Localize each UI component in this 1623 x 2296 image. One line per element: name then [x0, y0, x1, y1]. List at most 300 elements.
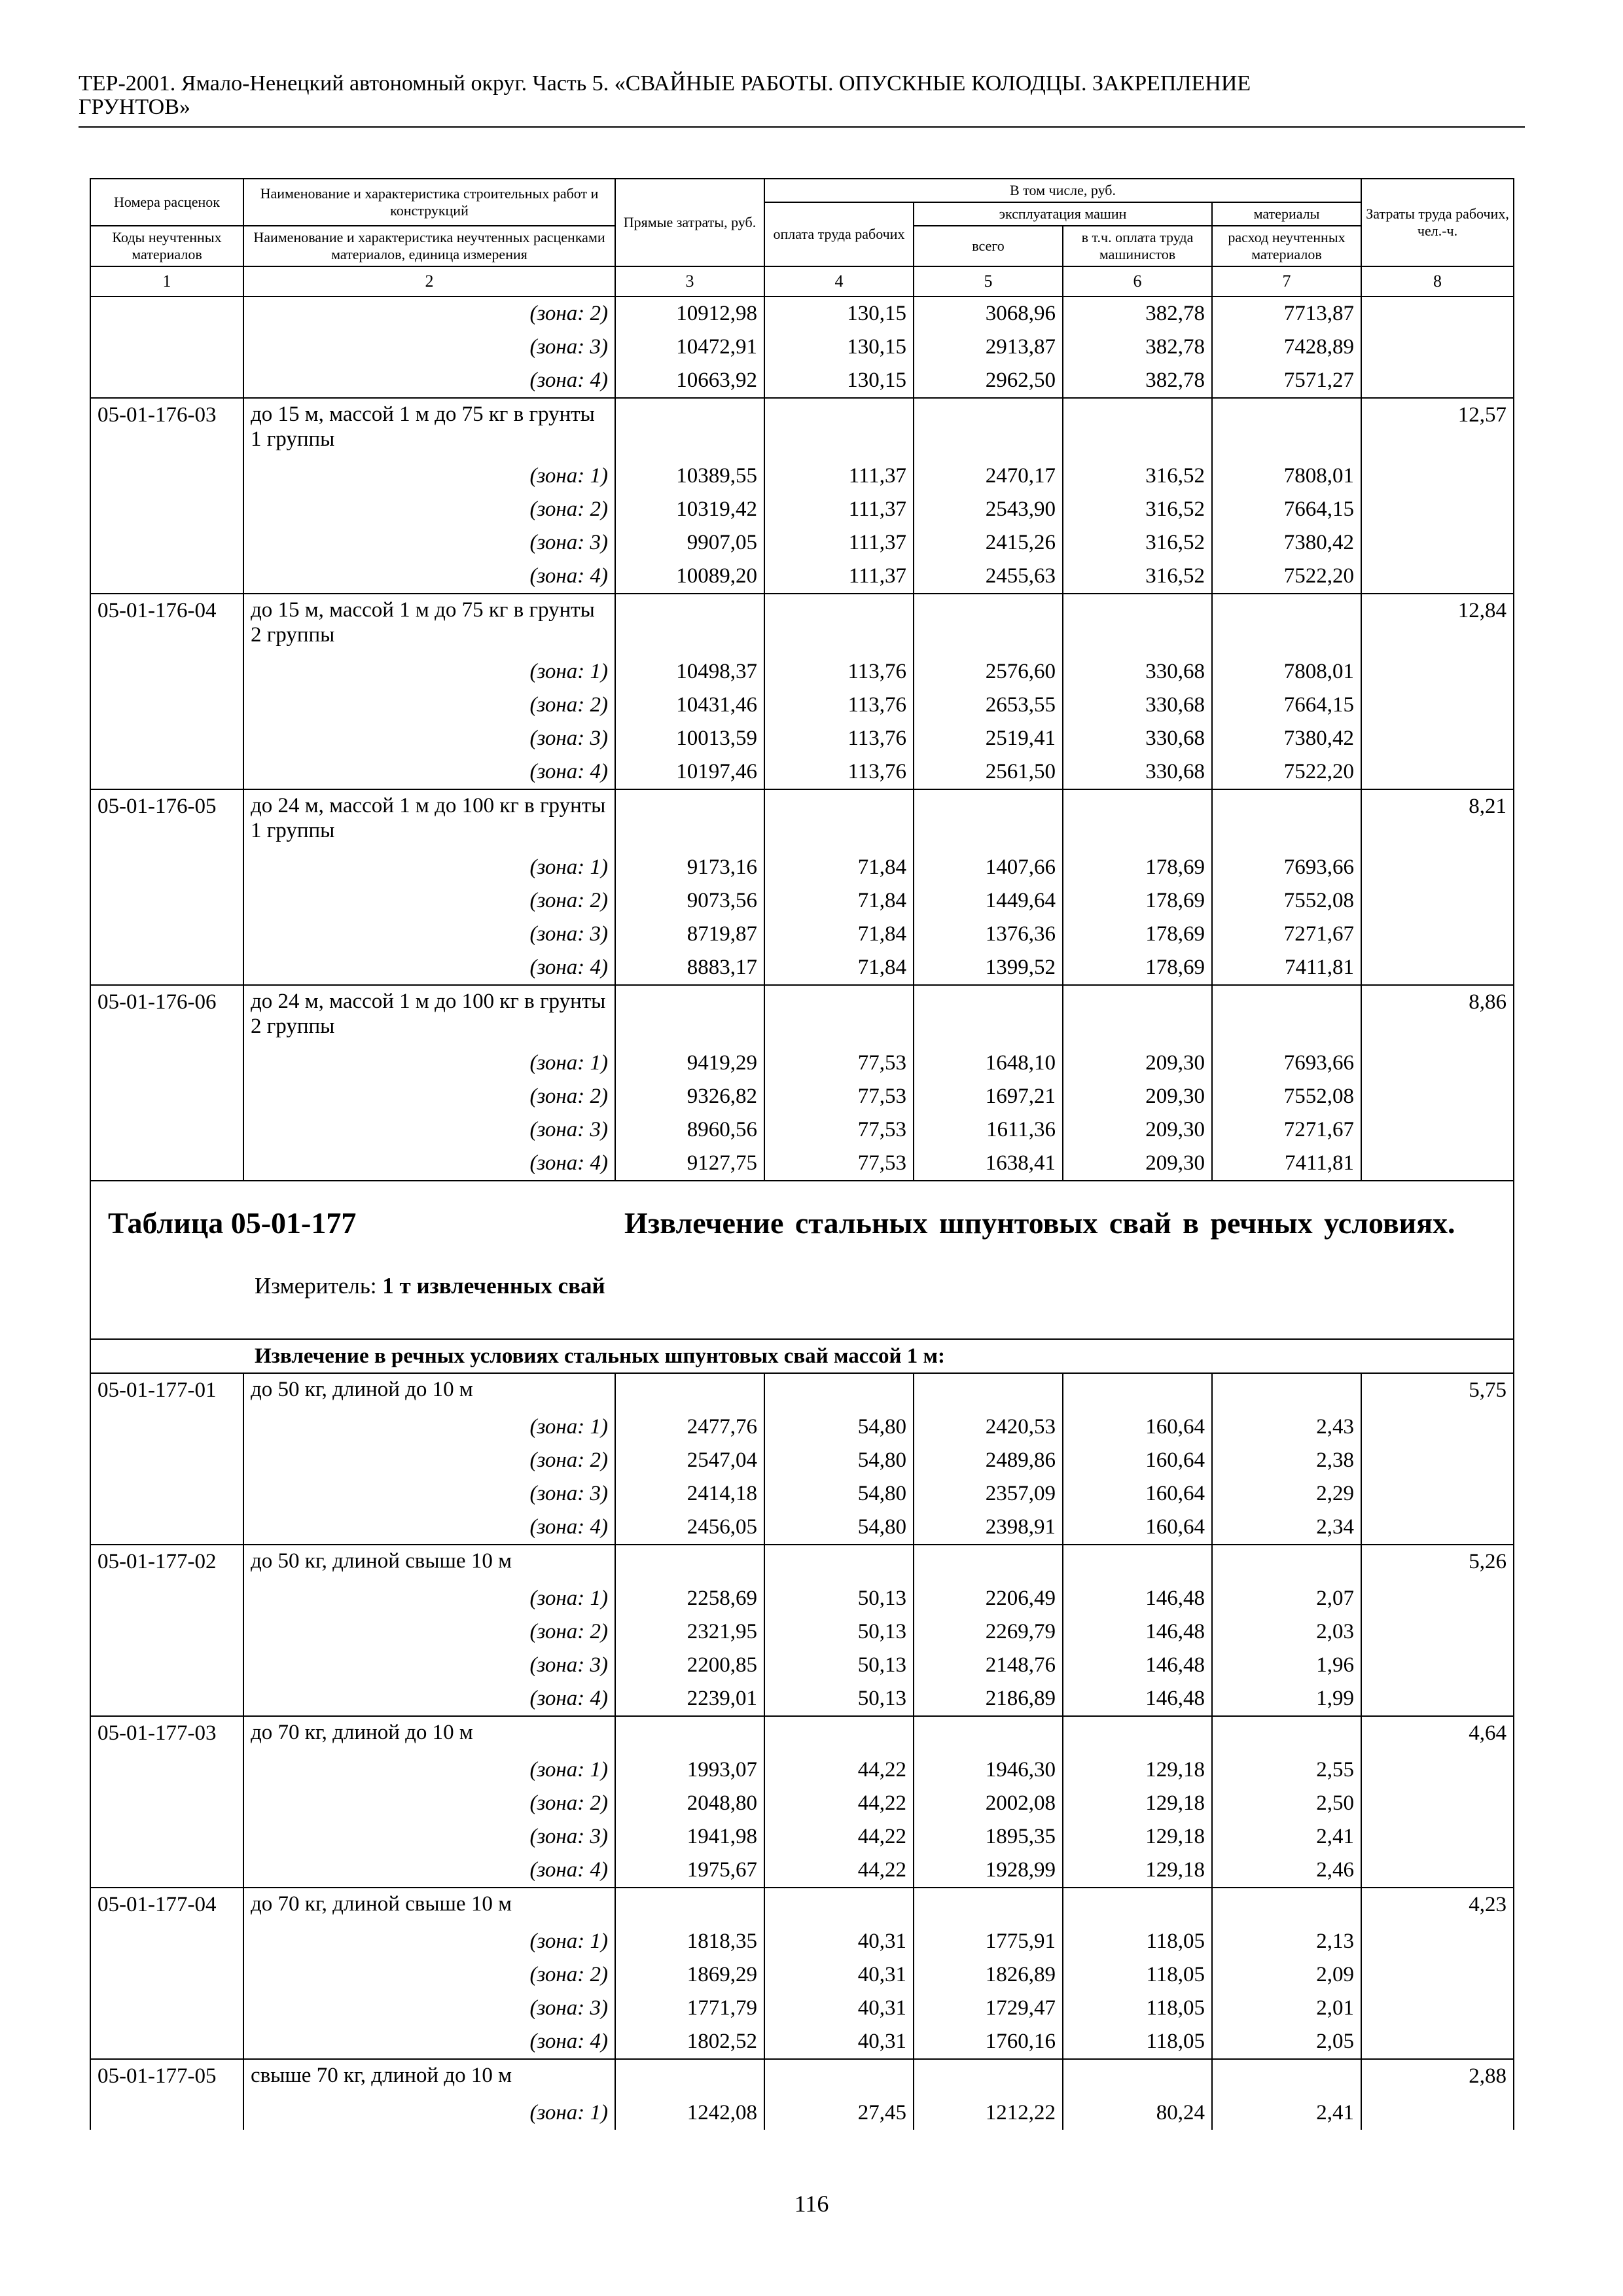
- worker-pay: 130,15: [764, 331, 914, 364]
- worker-pay: 71,84: [764, 851, 914, 884]
- col5-header: всего: [914, 226, 1063, 266]
- empty-cell: [1063, 1373, 1212, 1410]
- col4-header: оплата труда рабочих: [764, 202, 914, 266]
- materials-cost: 7693,66: [1212, 1047, 1361, 1080]
- empty-cell: [1361, 1649, 1514, 1682]
- empty-cell: [914, 398, 1063, 459]
- rate-row: [90, 985, 1514, 1047]
- rate-row: [90, 1888, 1514, 1925]
- unit-label: Измеритель:: [255, 1273, 377, 1299]
- zone-row: [90, 689, 1514, 722]
- zone-label: (зона: 3): [243, 1477, 615, 1511]
- machines-total: 1760,16: [914, 2025, 1063, 2059]
- direct-cost: 1818,35: [615, 1925, 764, 1958]
- labor-cost: 2,88: [1361, 2059, 1514, 2096]
- col1-bottom-header: Коды неучтенных материалов: [90, 226, 243, 266]
- machines-total: 1946,30: [914, 1753, 1063, 1787]
- zone-row: [90, 1682, 1514, 1716]
- worker-pay: 77,53: [764, 1113, 914, 1147]
- machinist-pay: 178,69: [1063, 951, 1212, 985]
- machines-total: 2653,55: [914, 689, 1063, 722]
- machines-total: 2186,89: [914, 1682, 1063, 1716]
- zone-row: [90, 1444, 1514, 1477]
- empty-cell: [615, 398, 764, 459]
- table-id: Таблица 05-01-177: [108, 1206, 357, 1240]
- zone-row: [90, 1958, 1514, 1992]
- zone-label: (зона: 3): [243, 722, 615, 755]
- worker-pay: 50,13: [764, 1682, 914, 1716]
- machinist-pay: 382,78: [1063, 331, 1212, 364]
- zone-row: [90, 851, 1514, 884]
- zone-label: (зона: 1): [243, 851, 615, 884]
- machinist-pay: 330,68: [1063, 722, 1212, 755]
- machinist-pay: 209,30: [1063, 1113, 1212, 1147]
- worker-pay: 111,37: [764, 560, 914, 594]
- worker-pay: 77,53: [764, 1147, 914, 1181]
- machinist-pay: 330,68: [1063, 689, 1212, 722]
- direct-cost: 2414,18: [615, 1477, 764, 1511]
- worker-pay: 130,15: [764, 364, 914, 398]
- zone-row: [90, 1410, 1514, 1444]
- zone-row: [90, 1477, 1514, 1511]
- empty-cell: [1361, 1925, 1514, 1958]
- machinist-pay: 146,48: [1063, 1649, 1212, 1682]
- empty-cell: [1361, 1410, 1514, 1444]
- empty-cell: [90, 2096, 243, 2130]
- worker-pay: 50,13: [764, 1582, 914, 1615]
- zone-label: (зона: 3): [243, 526, 615, 560]
- direct-cost: 10197,46: [615, 755, 764, 789]
- empty-cell: [1212, 1716, 1361, 1753]
- column-number: 3: [615, 266, 764, 296]
- direct-cost: 2456,05: [615, 1511, 764, 1545]
- empty-cell: [90, 1047, 243, 1080]
- rate-name: свыше 70 кг, длиной до 10 м: [243, 2059, 615, 2096]
- materials-cost: 2,05: [1212, 2025, 1361, 2059]
- materials-cost: 2,01: [1212, 1992, 1361, 2025]
- rate-name: до 50 кг, длиной до 10 м: [243, 1373, 615, 1410]
- labor-cost: 8,86: [1361, 985, 1514, 1047]
- direct-cost: 2258,69: [615, 1582, 764, 1615]
- empty-cell: [90, 1582, 243, 1615]
- machines-total: 3068,96: [914, 296, 1063, 331]
- empty-cell: [914, 789, 1063, 851]
- materials-cost: 7664,15: [1212, 689, 1361, 722]
- zone-label: (зона: 3): [243, 1992, 615, 2025]
- zone-label: (зона: 1): [243, 1925, 615, 1958]
- machinist-pay: 160,64: [1063, 1477, 1212, 1511]
- machines-total: 2002,08: [914, 1787, 1063, 1820]
- empty-cell: [90, 1147, 243, 1181]
- rate-code: 05-01-177-03: [90, 1716, 243, 1753]
- direct-cost: 1771,79: [615, 1992, 764, 2025]
- col2-top-header: Наименование и характеристика строительных работ и конструкций: [243, 179, 615, 226]
- unit-line: [255, 1273, 605, 1299]
- empty-cell: [1361, 918, 1514, 951]
- empty-cell: [914, 1888, 1063, 1925]
- header-line-1: ТЕР-2001. Ямало-Ненецкий автономный округ. Часть 5. «СВАЙНЫЕ РАБОТЫ. ОПУСКНЫЕ КОЛОДЦЫ. ЗАКРЕПЛЕНИЕ: [79, 71, 1251, 96]
- col7-header: расход неучтенных материалов: [1212, 226, 1361, 266]
- machinist-pay: 178,69: [1063, 851, 1212, 884]
- materials-cost: 2,13: [1212, 1925, 1361, 1958]
- empty-cell: [90, 1682, 243, 1716]
- empty-cell: [1361, 1958, 1514, 1992]
- empty-cell: [1212, 2059, 1361, 2096]
- rate-row: [90, 1545, 1514, 1582]
- zone-label: (зона: 2): [243, 296, 615, 331]
- worker-pay: 40,31: [764, 1925, 914, 1958]
- direct-cost: 2048,80: [615, 1787, 764, 1820]
- zone-label: (зона: 4): [243, 560, 615, 594]
- materials-cost: 2,41: [1212, 1820, 1361, 1854]
- machines-total: 1399,52: [914, 951, 1063, 985]
- direct-cost: 10663,92: [615, 364, 764, 398]
- materials-cost: 7713,87: [1212, 296, 1361, 331]
- empty-cell: [914, 1373, 1063, 1410]
- direct-cost: 9326,82: [615, 1080, 764, 1113]
- empty-cell: [914, 594, 1063, 655]
- zone-label: (зона: 2): [243, 1787, 615, 1820]
- rate-name: до 70 кг, длиной до 10 м: [243, 1716, 615, 1753]
- zone-label: (зона: 1): [243, 655, 615, 689]
- materials-cost: 7522,20: [1212, 560, 1361, 594]
- labor-cost: 12,57: [1361, 398, 1514, 459]
- direct-cost: 1802,52: [615, 2025, 764, 2059]
- zone-label: (зона: 2): [243, 1615, 615, 1649]
- machines-header: эксплуатация машин: [914, 202, 1212, 226]
- empty-cell: [764, 398, 914, 459]
- empty-cell: [90, 1113, 243, 1147]
- empty-cell: [914, 2059, 1063, 2096]
- empty-cell: [1361, 1854, 1514, 1888]
- materials-cost: 7380,42: [1212, 722, 1361, 755]
- empty-cell: [1361, 851, 1514, 884]
- empty-cell: [1361, 1477, 1514, 1511]
- zone-label: (зона: 4): [243, 1511, 615, 1545]
- machinist-pay: 80,24: [1063, 2096, 1212, 2130]
- materials-cost: 7808,01: [1212, 655, 1361, 689]
- zone-label: (зона: 3): [243, 918, 615, 951]
- machines-total: 2455,63: [914, 560, 1063, 594]
- col6-header: в т.ч. оплата труда машинистов: [1063, 226, 1212, 266]
- machines-total: 2489,86: [914, 1444, 1063, 1477]
- materials-cost: 7380,42: [1212, 526, 1361, 560]
- materials-cost: 7271,67: [1212, 1113, 1361, 1147]
- materials-cost: 7271,67: [1212, 918, 1361, 951]
- materials-cost: 2,41: [1212, 2096, 1361, 2130]
- materials-cost: 2,46: [1212, 1854, 1361, 1888]
- column-number: 8: [1361, 266, 1514, 296]
- empty-cell: [90, 1410, 243, 1444]
- empty-cell: [90, 1615, 243, 1649]
- direct-cost: 10431,46: [615, 689, 764, 722]
- materials-cost: 2,09: [1212, 1958, 1361, 1992]
- materials-cost: 1,99: [1212, 1682, 1361, 1716]
- empty-cell: [1361, 1992, 1514, 2025]
- direct-cost: 8883,17: [615, 951, 764, 985]
- machinist-pay: 129,18: [1063, 1820, 1212, 1854]
- empty-cell: [1063, 985, 1212, 1047]
- labor-cost: 5,75: [1361, 1373, 1514, 1410]
- empty-cell: [1212, 1888, 1361, 1925]
- empty-cell: [1361, 459, 1514, 493]
- empty-cell: [90, 459, 243, 493]
- col3-header: Прямые затраты, руб.: [615, 179, 764, 266]
- worker-pay: 40,31: [764, 1958, 914, 1992]
- zone-label: (зона: 2): [243, 1444, 615, 1477]
- machines-total: 2962,50: [914, 364, 1063, 398]
- empty-cell: [1063, 2059, 1212, 2096]
- materials-cost: 7552,08: [1212, 1080, 1361, 1113]
- worker-pay: 130,15: [764, 296, 914, 331]
- direct-cost: 9173,16: [615, 851, 764, 884]
- zone-label: (зона: 2): [243, 689, 615, 722]
- including-header: В том числе, руб.: [764, 179, 1361, 202]
- empty-cell: [1063, 594, 1212, 655]
- zone-row: [90, 1992, 1514, 2025]
- machines-total: 1376,36: [914, 918, 1063, 951]
- zone-label: (зона: 2): [243, 884, 615, 918]
- empty-cell: [764, 985, 914, 1047]
- empty-cell: [1361, 1787, 1514, 1820]
- rate-code: 05-01-176-03: [90, 398, 243, 459]
- machinist-pay: 118,05: [1063, 1992, 1212, 2025]
- rate-row: [90, 1373, 1514, 1410]
- empty-cell: [1361, 364, 1514, 398]
- empty-cell: [1212, 1545, 1361, 1582]
- labor-cost: 4,23: [1361, 1888, 1514, 1925]
- materials-cost: 7808,01: [1212, 459, 1361, 493]
- machinist-pay: 129,18: [1063, 1753, 1212, 1787]
- empty-cell: [615, 1888, 764, 1925]
- materials-cost: 2,07: [1212, 1582, 1361, 1615]
- machines-total: 2148,76: [914, 1649, 1063, 1682]
- direct-cost: 1242,08: [615, 2096, 764, 2130]
- machines-total: 1638,41: [914, 1147, 1063, 1181]
- rate-name: до 24 м, массой 1 м до 100 кг в грунты 2 группы: [243, 985, 615, 1047]
- materials-cost: 7571,27: [1212, 364, 1361, 398]
- rate-code: 05-01-176-04: [90, 594, 243, 655]
- worker-pay: 54,80: [764, 1511, 914, 1545]
- direct-cost: 9073,56: [615, 884, 764, 918]
- direct-cost: 2239,01: [615, 1682, 764, 1716]
- machines-total: 1407,66: [914, 851, 1063, 884]
- column-number: 6: [1063, 266, 1212, 296]
- table-177-rows: [90, 1373, 1514, 2130]
- machinist-pay: 382,78: [1063, 364, 1212, 398]
- empty-cell: [1212, 1373, 1361, 1410]
- rate-name: до 50 кг, длиной свыше 10 м: [243, 1545, 615, 1582]
- direct-cost: 2547,04: [615, 1444, 764, 1477]
- zone-row: [90, 459, 1514, 493]
- zone-label: (зона: 2): [243, 1080, 615, 1113]
- zone-row: [90, 1047, 1514, 1080]
- machines-total: 2357,09: [914, 1477, 1063, 1511]
- direct-cost: 9907,05: [615, 526, 764, 560]
- worker-pay: 50,13: [764, 1615, 914, 1649]
- machines-total: 1697,21: [914, 1080, 1063, 1113]
- zone-label: (зона: 1): [243, 1410, 615, 1444]
- zone-row: [90, 296, 1514, 331]
- worker-pay: 44,22: [764, 1787, 914, 1820]
- empty-cell: [90, 1925, 243, 1958]
- column-number: 5: [914, 266, 1063, 296]
- materials-cost: 7552,08: [1212, 884, 1361, 918]
- zone-row: [90, 331, 1514, 364]
- empty-cell: [764, 1373, 914, 1410]
- worker-pay: 111,37: [764, 493, 914, 526]
- section-subheading: Извлечение в речных условиях стальных шпунтовых свай массой 1 м:: [90, 1339, 1514, 1373]
- machinist-pay: 209,30: [1063, 1147, 1212, 1181]
- labor-cost: 8,21: [1361, 789, 1514, 851]
- machinist-pay: 160,64: [1063, 1511, 1212, 1545]
- zone-row: [90, 1147, 1514, 1181]
- col8-header: Затраты труда рабочих, чел.-ч.: [1361, 179, 1514, 266]
- direct-cost: 10013,59: [615, 722, 764, 755]
- materials-cost: 7522,20: [1212, 755, 1361, 789]
- materials-cost: 2,55: [1212, 1753, 1361, 1787]
- labor-cost: 12,84: [1361, 594, 1514, 655]
- zone-label: (зона: 2): [243, 1958, 615, 1992]
- worker-pay: 71,84: [764, 884, 914, 918]
- zone-label: (зона: 4): [243, 364, 615, 398]
- empty-cell: [1361, 1080, 1514, 1113]
- direct-cost: 2477,76: [615, 1410, 764, 1444]
- empty-cell: [764, 2059, 914, 2096]
- machines-total: 2543,90: [914, 493, 1063, 526]
- machinist-pay: 178,69: [1063, 884, 1212, 918]
- machines-total: 1928,99: [914, 1854, 1063, 1888]
- empty-cell: [90, 1511, 243, 1545]
- empty-cell: [1063, 1888, 1212, 1925]
- empty-cell: [1361, 1753, 1514, 1787]
- machines-total: 1895,35: [914, 1820, 1063, 1854]
- empty-cell: [90, 560, 243, 594]
- zone-label: (зона: 3): [243, 1820, 615, 1854]
- table-title: Извлечение стальных шпунтовых свай в речных условиях.: [624, 1206, 1455, 1240]
- zone-row: [90, 2025, 1514, 2059]
- empty-cell: [1361, 2096, 1514, 2130]
- empty-cell: [615, 594, 764, 655]
- labor-cost: 4,64: [1361, 1716, 1514, 1753]
- machines-total: 1775,91: [914, 1925, 1063, 1958]
- empty-cell: [615, 1373, 764, 1410]
- header-rule: [79, 126, 1525, 128]
- zone-row: [90, 560, 1514, 594]
- worker-pay: 44,22: [764, 1753, 914, 1787]
- labor-cost: 5,26: [1361, 1545, 1514, 1582]
- empty-cell: [90, 655, 243, 689]
- machines-total: 2470,17: [914, 459, 1063, 493]
- worker-pay: 77,53: [764, 1080, 914, 1113]
- zone-label: (зона: 4): [243, 1854, 615, 1888]
- column-number: 4: [764, 266, 914, 296]
- empty-cell: [90, 1854, 243, 1888]
- machinist-pay: 316,52: [1063, 560, 1212, 594]
- zone-row: [90, 951, 1514, 985]
- empty-cell: [764, 1888, 914, 1925]
- zone-row: [90, 1787, 1514, 1820]
- empty-cell: [1063, 398, 1212, 459]
- worker-pay: 113,76: [764, 755, 914, 789]
- direct-cost: 8719,87: [615, 918, 764, 951]
- empty-cell: [90, 1753, 243, 1787]
- empty-cell: [1361, 722, 1514, 755]
- empty-cell: [1361, 493, 1514, 526]
- empty-cell: [90, 884, 243, 918]
- machinist-pay: 178,69: [1063, 918, 1212, 951]
- empty-cell: [90, 493, 243, 526]
- zone-row: [90, 1113, 1514, 1147]
- materials-header: материалы: [1212, 202, 1361, 226]
- empty-cell: [1361, 331, 1514, 364]
- direct-cost: 9419,29: [615, 1047, 764, 1080]
- empty-cell: [615, 2059, 764, 2096]
- worker-pay: 44,22: [764, 1854, 914, 1888]
- empty-cell: [90, 1649, 243, 1682]
- worker-pay: 50,13: [764, 1649, 914, 1682]
- zone-row: [90, 1820, 1514, 1854]
- rate-row: [90, 1716, 1514, 1753]
- header-line-2: ГРУНТОВ»: [79, 95, 190, 119]
- empty-cell: [764, 789, 914, 851]
- empty-cell: [914, 1716, 1063, 1753]
- worker-pay: 44,22: [764, 1820, 914, 1854]
- direct-cost: 1993,07: [615, 1753, 764, 1787]
- machinist-pay: 118,05: [1063, 1925, 1212, 1958]
- zone-label: (зона: 4): [243, 1147, 615, 1181]
- table-177-heading: [90, 1181, 1514, 1373]
- price-table: [90, 178, 1514, 2130]
- zone-label: (зона: 4): [243, 755, 615, 789]
- rate-code: 05-01-177-02: [90, 1545, 243, 1582]
- col2-bottom-header: Наименование и характеристика неучтенных расценками материалов, единица измерения: [243, 226, 615, 266]
- empty-cell: [90, 918, 243, 951]
- zone-row: [90, 722, 1514, 755]
- empty-cell: [1361, 1047, 1514, 1080]
- empty-cell: [1361, 296, 1514, 331]
- rate-name: до 15 м, массой 1 м до 75 кг в грунты 1 группы: [243, 398, 615, 459]
- direct-cost: 1941,98: [615, 1820, 764, 1854]
- rate-row: [90, 2059, 1514, 2096]
- materials-cost: 2,38: [1212, 1444, 1361, 1477]
- table-176-rows: [90, 296, 1514, 1181]
- machines-total: 1449,64: [914, 884, 1063, 918]
- empty-cell: [1361, 560, 1514, 594]
- machinist-pay: 146,48: [1063, 1582, 1212, 1615]
- materials-cost: 2,34: [1212, 1511, 1361, 1545]
- column-number: 2: [243, 266, 615, 296]
- zone-label: (зона: 3): [243, 1649, 615, 1682]
- empty-cell: [1361, 1147, 1514, 1181]
- empty-cell: [1361, 655, 1514, 689]
- rate-name: до 15 м, массой 1 м до 75 кг в грунты 2 группы: [243, 594, 615, 655]
- worker-pay: 54,80: [764, 1410, 914, 1444]
- zone-label: (зона: 4): [243, 2025, 615, 2059]
- zone-row: [90, 918, 1514, 951]
- page-number: 116: [794, 2191, 829, 2217]
- empty-cell: [764, 594, 914, 655]
- zone-row: [90, 493, 1514, 526]
- empty-cell: [90, 851, 243, 884]
- zone-row: [90, 655, 1514, 689]
- machinist-pay: 316,52: [1063, 459, 1212, 493]
- machines-total: 2420,53: [914, 1410, 1063, 1444]
- zone-label: (зона: 1): [243, 1047, 615, 1080]
- zone-label: (зона: 2): [243, 493, 615, 526]
- empty-cell: [90, 689, 243, 722]
- rate-name: до 24 м, массой 1 м до 100 кг в грунты 1 группы: [243, 789, 615, 851]
